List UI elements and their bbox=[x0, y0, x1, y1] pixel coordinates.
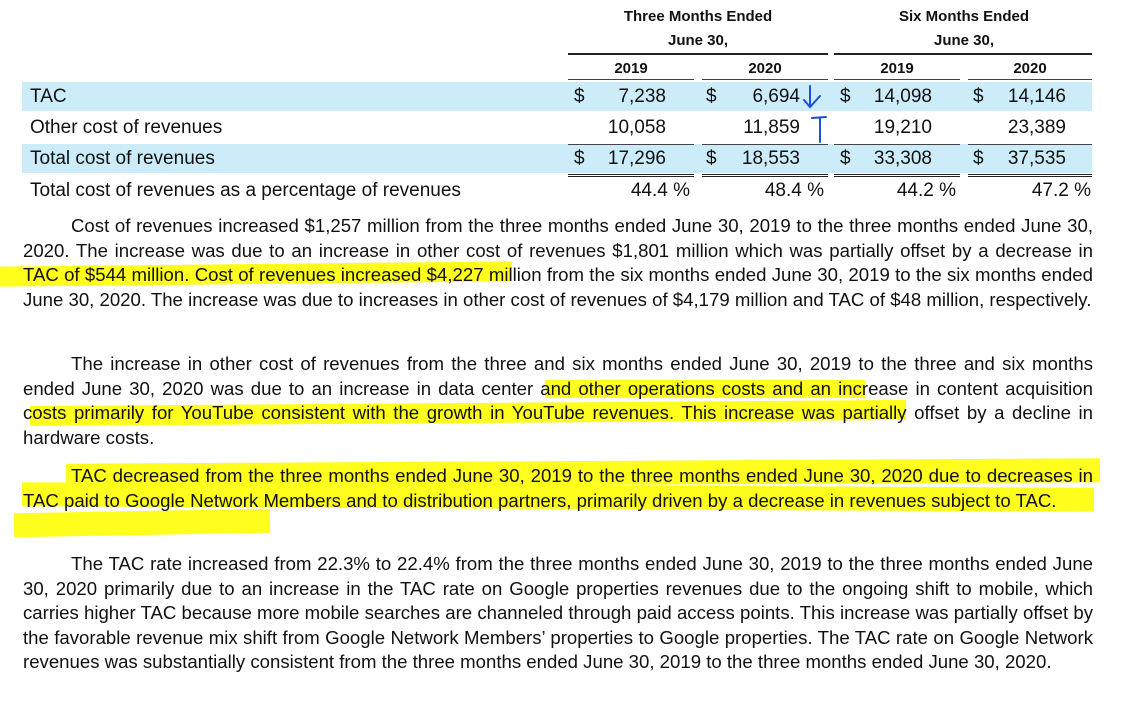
value-cell: 33,308 bbox=[873, 148, 932, 169]
paragraph-cost-of-revenues bbox=[23, 214, 1093, 312]
paragraph-text: Cost of revenues increased $4,227 million from the six months ended June 30, 2019 to the six months ended June 30, 2020. The increase was due to increases in other cost of revenues of $4,179 million and TAC of $48 million, respectively. bbox=[23, 264, 1093, 310]
value-cell: 6,694 bbox=[752, 86, 800, 107]
row-label: Other cost of revenues bbox=[30, 117, 223, 138]
six-months-header bbox=[834, 8, 1094, 49]
value-cell: 44.4 % bbox=[630, 180, 690, 201]
row-label: TAC bbox=[30, 86, 67, 107]
year-header: 2020 bbox=[748, 60, 782, 77]
value-cell: 10,058 bbox=[607, 117, 666, 138]
highlighted-text: TAC decreased from the three months ended June 30, 2019 to the three months ended June 30, 2020 due to decreases in TAC paid to Google Network Members and to distribution partners, primarily driven by a decrease in revenues subject to TAC. bbox=[23, 465, 1093, 511]
year-header: 2020 bbox=[1013, 60, 1047, 77]
six-months-header-line2: June 30, bbox=[933, 32, 995, 49]
six-months-header-line1: Six Months Ended bbox=[898, 8, 1029, 25]
up-arrow-icon bbox=[808, 112, 832, 146]
year-rule bbox=[968, 79, 1092, 80]
header-rule-six-months bbox=[834, 53, 1092, 55]
three-months-header-line2: June 30, bbox=[667, 32, 729, 49]
row-label: Total cost of revenues as a percentage of revenues bbox=[30, 180, 461, 201]
subtotal-rule bbox=[968, 144, 1092, 145]
value-cell: 14,098 bbox=[873, 86, 932, 107]
currency-sign: $ bbox=[973, 148, 984, 169]
subtotal-rule bbox=[568, 144, 694, 145]
paragraph-text: . This increase was partially offset by a decline in hardware costs. bbox=[23, 402, 1093, 448]
value-cell: 18,553 bbox=[741, 148, 800, 169]
year-rule bbox=[834, 79, 960, 80]
value-cell: 48.4 % bbox=[764, 180, 824, 201]
header-rule-three-months bbox=[568, 53, 828, 55]
paragraph-text: The increase in other cost of revenues from the three and six months ended June 30, 2019 to the three and six months ended June 30, 2020 was due to an increase in bbox=[23, 353, 1093, 399]
highlighted-text: partially offset by a decrease in TAC of $544 million. bbox=[23, 239, 1094, 286]
value-cell: 7,238 bbox=[618, 86, 666, 107]
three-months-header bbox=[568, 8, 828, 49]
currency-sign: $ bbox=[574, 148, 585, 169]
value-cell: 37,535 bbox=[1007, 148, 1066, 169]
currency-sign: $ bbox=[706, 148, 717, 169]
value-cell: 19,210 bbox=[873, 117, 932, 138]
currency-sign: $ bbox=[840, 86, 851, 107]
currency-sign: $ bbox=[706, 86, 717, 107]
subtotal-rule bbox=[834, 144, 960, 145]
paragraph-text: Cost of revenues increased $1,257 million from the three months ended June 30, 2019 to the three months ended June 30, 2020. The increase was due to an increase in other cost of revenues $1,801 million which was bbox=[23, 215, 1093, 261]
year-rule bbox=[568, 79, 694, 80]
currency-sign: $ bbox=[973, 86, 984, 107]
value-cell: 17,296 bbox=[607, 148, 666, 169]
currency-sign: $ bbox=[574, 86, 585, 107]
paragraph-tac-rate bbox=[23, 552, 1093, 675]
paragraph-other-cost bbox=[23, 352, 1093, 450]
value-cell: 44.2 % bbox=[896, 180, 956, 201]
year-rule bbox=[702, 79, 828, 80]
total-double-rule bbox=[568, 174, 694, 177]
total-double-rule bbox=[702, 174, 828, 177]
three-months-header-line1: Three Months Ended bbox=[623, 8, 773, 25]
value-cell: 47.2 % bbox=[1031, 180, 1091, 201]
value-cell: 23,389 bbox=[1007, 117, 1066, 138]
value-cell: 11,859 bbox=[743, 117, 800, 138]
year-header: 2019 bbox=[880, 60, 914, 77]
down-arrow-icon bbox=[800, 82, 824, 112]
row-label: Total cost of revenues bbox=[30, 148, 215, 169]
total-double-rule bbox=[968, 174, 1092, 177]
paragraph-text: The TAC rate increased from 22.3% to 22.4% from the three months ended June 30, 2019 to the three months ended June 30, 2020 primarily due to an increase in the TAC rate on Google properties revenues due to the ongoing shift to mobile, which carries higher TAC because more mobile searches are channeled through paid access points. This increase was partially offset by the favorable revenue mix shift from Google Network Members’ properties to Google properties. The TAC rate on Google Network revenues was substantially consistent from the three months ended June 30, 2019 to the three months ended June 30, 2020. bbox=[23, 553, 1093, 673]
total-double-rule bbox=[834, 174, 960, 177]
currency-sign: $ bbox=[840, 148, 851, 169]
highlighted-text: data center and other operations costs and an increase in content acquisition costs primarily for YouTube consistent with the growth in YouTube revenues bbox=[23, 377, 1093, 424]
value-cell: 14,146 bbox=[1007, 86, 1066, 107]
paragraph-tac-decreased bbox=[23, 464, 1093, 513]
year-header: 2019 bbox=[614, 60, 648, 77]
